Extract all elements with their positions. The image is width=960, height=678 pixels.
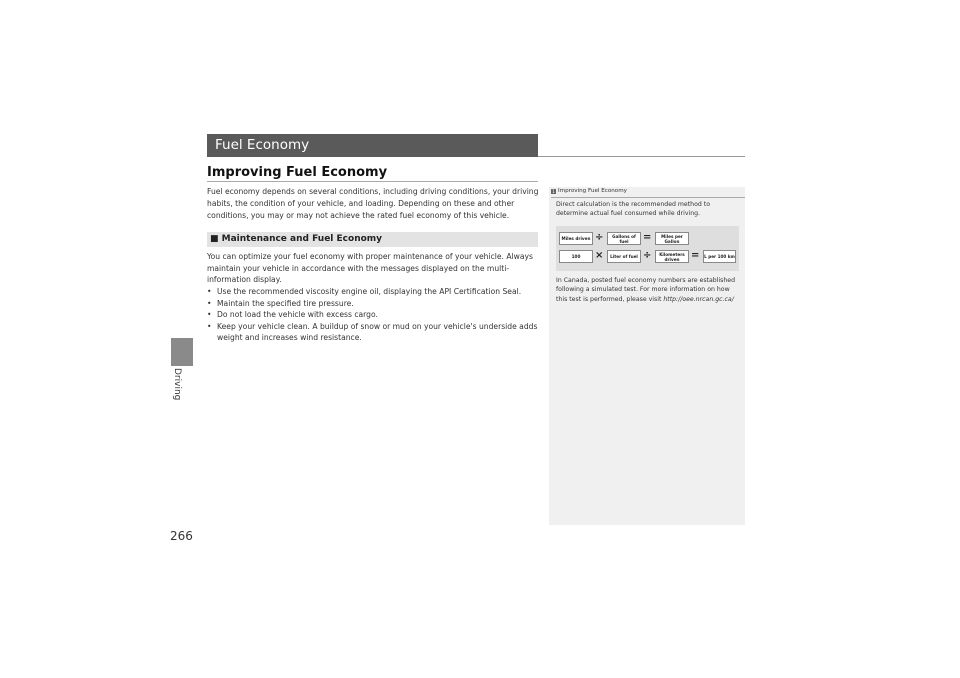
side-note-title: Improving Fuel Economy xyxy=(558,188,627,194)
maintenance-tips-list xyxy=(207,286,545,344)
bullet-icon: • xyxy=(207,298,212,308)
section-title-banner: Fuel Economy xyxy=(207,134,538,157)
multiply-icon: × xyxy=(595,250,604,261)
list-item xyxy=(207,298,545,310)
formula-l-per-100km: L per 100 km xyxy=(703,250,736,263)
list-item-text: Do not load the vehicle with excess cargo. xyxy=(217,310,378,319)
bullet-icon: • xyxy=(207,310,212,319)
equals-icon: = xyxy=(643,232,652,243)
formula-miles-driven: Miles driven xyxy=(559,232,593,245)
formula-gallons-of-fuel: Gallons of fuel xyxy=(607,232,641,245)
list-item xyxy=(207,286,545,298)
list-item-text: Keep your vehicle clean. A buildup of snow or mud on your vehicle's underside adds weight and increases wind resistance. xyxy=(217,321,538,342)
list-item-text: Maintain the specified tire pressure. xyxy=(217,298,354,308)
side-note-divider xyxy=(551,197,745,198)
side-note-header xyxy=(551,188,745,196)
formula-kilometers-driven: Kilometers driven xyxy=(655,250,689,263)
bullet-icon: • xyxy=(207,321,212,331)
fuel-economy-formula xyxy=(556,226,739,271)
section-tab-marker xyxy=(171,338,193,366)
maintenance-paragraph: You can optimize your fuel economy with proper maintenance of your vehicle. Always maintain your vehicle in accordance with the messages displayed on the multi-information display. xyxy=(207,252,533,284)
page-number: 266 xyxy=(170,529,193,543)
side-chapter-label xyxy=(172,368,192,428)
list-item xyxy=(207,309,545,321)
subsection-heading xyxy=(207,232,538,247)
intro-paragraph: Fuel economy depends on several conditions, including driving conditions, your driving habits, the condition of your vehicle, and loading. Depending on these and other conditions, you may or may not achieve the rated fuel economy of this vehicle. xyxy=(207,187,539,221)
equals-icon: = xyxy=(691,250,700,261)
formula-hundred: 100 xyxy=(559,250,593,263)
divide-icon: ÷ xyxy=(595,232,604,243)
divide-icon: ÷ xyxy=(643,250,652,261)
nrcan-link[interactable]: http://oee.nrcan.gc.ca/ xyxy=(663,295,734,303)
formula-liter-of-fuel: Liter of fuel xyxy=(607,250,641,263)
side-note-text: Direct calculation is the recommended method to determine actual fuel consumed while driving. xyxy=(556,201,710,218)
subsection-heading-text: Maintenance and Fuel Economy xyxy=(221,234,383,244)
list-item xyxy=(207,321,545,344)
side-chapter-text: Driving xyxy=(172,368,182,401)
list-item-text: Use the recommended viscosity engine oil, displaying the API Certification Seal. xyxy=(217,287,522,296)
heading-divider xyxy=(207,181,538,182)
main-heading: Improving Fuel Economy xyxy=(207,165,388,180)
square-bullet-icon: ■ xyxy=(210,234,219,244)
bullet-icon: • xyxy=(207,287,212,296)
canada-note-text xyxy=(556,276,741,304)
banner-divider xyxy=(538,156,745,157)
formula-miles-per-gallon: Miles per Gallon xyxy=(655,232,689,245)
canada-note-body: In Canada, posted fuel economy numbers are established following a simulated test. For more information on how this test is performed, please visit xyxy=(556,277,736,303)
reference-number-icon: 1 xyxy=(552,189,555,194)
